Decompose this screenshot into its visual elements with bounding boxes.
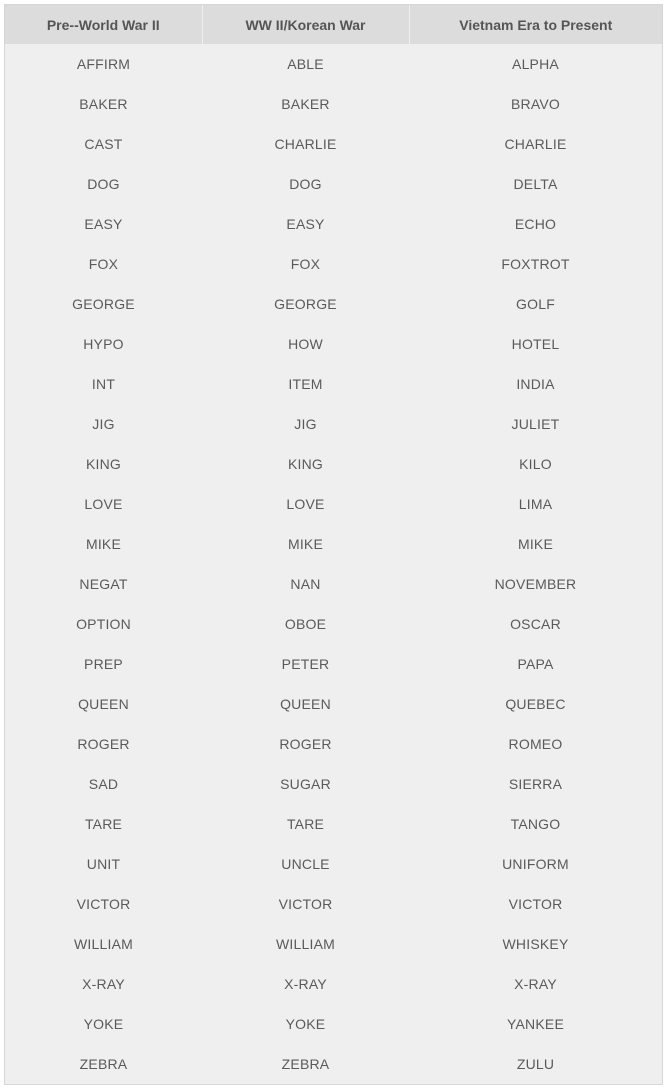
column-header-ww2-korean: WW II/Korean War [202, 5, 409, 44]
vietnam-present-word: LIMA [518, 496, 553, 512]
ww2-korean-word: GEORGE [274, 296, 337, 312]
vietnam-present-word: SIERRA [508, 776, 563, 792]
vietnam-present-word: CHARLIE [504, 136, 567, 152]
table-row [5, 564, 662, 604]
table-row [5, 484, 662, 524]
ww2-korean-word: FOX [290, 256, 321, 272]
ww2-korean-word: ITEM [288, 376, 323, 392]
table-row [5, 764, 662, 804]
vietnam-present-word: INDIA [516, 376, 555, 392]
pre-ww2-word: HYPO [83, 336, 124, 352]
ww2-korean-word: UNCLE [281, 856, 330, 872]
ww2-korean-word: X-RAY [284, 976, 327, 992]
pre-ww2-word: TARE [84, 816, 123, 832]
pre-ww2-word: MIKE [85, 536, 122, 552]
phonetic-alphabet-table [5, 5, 662, 1084]
ww2-korean-word: QUEEN [280, 696, 331, 712]
header-row [5, 5, 662, 44]
column-header-pre-ww2: Pre--World War II [5, 5, 202, 44]
table-row [5, 684, 662, 724]
ww2-korean-word: LOVE [286, 496, 325, 512]
table-row [5, 404, 662, 444]
vietnam-present-word: PAPA [517, 656, 554, 672]
vietnam-present-word: GOLF [516, 296, 555, 312]
table-row [5, 604, 662, 644]
vietnam-present-word: YANKEE [507, 1016, 564, 1032]
vietnam-present-word: JULIET [511, 416, 560, 432]
table-row [5, 84, 662, 124]
table-header [5, 5, 662, 44]
pre-ww2-word: KING [85, 456, 122, 472]
pre-ww2-word: PREP [84, 656, 123, 672]
pre-ww2-word: SAD [88, 776, 119, 792]
table-row [5, 204, 662, 244]
vietnam-present-word: X-RAY [514, 976, 557, 992]
vietnam-present-word: QUEBEC [505, 696, 566, 712]
table-row [5, 1044, 662, 1084]
ww2-korean-word: SUGAR [280, 776, 331, 792]
table-row [5, 524, 662, 564]
table-row [5, 44, 662, 84]
ww2-korean-word: VICTOR [278, 896, 333, 912]
vietnam-present-word: OSCAR [510, 616, 561, 632]
pre-ww2-word: UNIT [86, 856, 121, 872]
pre-ww2-word: ROGER [77, 736, 130, 752]
pre-ww2-word: EASY [84, 216, 123, 232]
pre-ww2-word: CAST [84, 136, 123, 152]
pre-ww2-word: GEORGE [72, 296, 135, 312]
vietnam-present-word: ECHO [514, 216, 557, 232]
table-row [5, 244, 662, 284]
ww2-korean-word: WILLIAM [276, 936, 335, 952]
ww2-korean-word: MIKE [287, 536, 324, 552]
pre-ww2-word: ZEBRA [79, 1056, 128, 1072]
ww2-korean-word: ZEBRA [281, 1056, 330, 1072]
table-row [5, 1004, 662, 1044]
vietnam-present-word: NOVEMBER [494, 576, 577, 592]
vietnam-present-word: ROMEO [508, 736, 563, 752]
ww2-korean-word: HOW [288, 336, 323, 352]
ww2-korean-word: TARE [286, 816, 325, 832]
ww2-korean-word: OBOE [284, 616, 327, 632]
vietnam-present-word: VICTOR [508, 896, 563, 912]
pre-ww2-word: BAKER [79, 96, 128, 112]
pre-ww2-word: OPTION [76, 616, 131, 632]
vietnam-present-word: ALPHA [512, 56, 559, 72]
vietnam-present-word: ZULU [516, 1056, 555, 1072]
vietnam-present-word: DELTA [513, 176, 558, 192]
ww2-korean-word: DOG [289, 176, 322, 192]
ww2-korean-word: ABLE [287, 56, 324, 72]
pre-ww2-word: QUEEN [78, 696, 129, 712]
pre-ww2-word: X-RAY [82, 976, 125, 992]
ww2-korean-word: NAN [290, 576, 321, 592]
ww2-korean-word: ROGER [279, 736, 332, 752]
ww2-korean-word: CHARLIE [274, 136, 337, 152]
pre-ww2-word: FOX [88, 256, 119, 272]
pre-ww2-word: INT [91, 376, 116, 392]
vietnam-present-word: TANGO [510, 816, 561, 832]
ww2-korean-word: KING [287, 456, 324, 472]
table-row [5, 844, 662, 884]
ww2-korean-word: JIG [294, 416, 317, 432]
table-row [5, 964, 662, 1004]
vietnam-present-word: HOTEL [511, 336, 560, 352]
table-row [5, 164, 662, 204]
table-row [5, 884, 662, 924]
vietnam-present-word: WHISKEY [502, 936, 569, 952]
ww2-korean-word: BAKER [281, 96, 330, 112]
column-header-vietnam-present: Vietnam Era to Present [409, 5, 662, 44]
table-row [5, 124, 662, 164]
table-body [5, 44, 662, 1084]
pre-ww2-word: WILLIAM [74, 936, 133, 952]
pre-ww2-word: JIG [92, 416, 115, 432]
vietnam-present-word: KILO [519, 456, 552, 472]
pre-ww2-word: NEGAT [79, 576, 128, 592]
ww2-korean-word: PETER [281, 656, 330, 672]
ww2-korean-word: YOKE [285, 1016, 326, 1032]
pre-ww2-word: LOVE [84, 496, 123, 512]
vietnam-present-word: BRAVO [511, 96, 560, 112]
table-row [5, 804, 662, 844]
pre-ww2-word: VICTOR [76, 896, 131, 912]
vietnam-present-word: UNIFORM [502, 856, 569, 872]
table-row [5, 444, 662, 484]
ww2-korean-word: EASY [286, 216, 325, 232]
table-row [5, 724, 662, 764]
pre-ww2-word: AFFIRM [76, 56, 131, 72]
table-row [5, 284, 662, 324]
phonetic-alphabet-table-container [4, 4, 663, 1085]
table-row [5, 364, 662, 404]
table-row [5, 324, 662, 364]
pre-ww2-word: YOKE [83, 1016, 124, 1032]
vietnam-present-word: MIKE [517, 536, 554, 552]
table-row [5, 644, 662, 684]
table-row [5, 924, 662, 964]
pre-ww2-word: DOG [87, 176, 120, 192]
vietnam-present-word: FOXTROT [501, 256, 570, 272]
